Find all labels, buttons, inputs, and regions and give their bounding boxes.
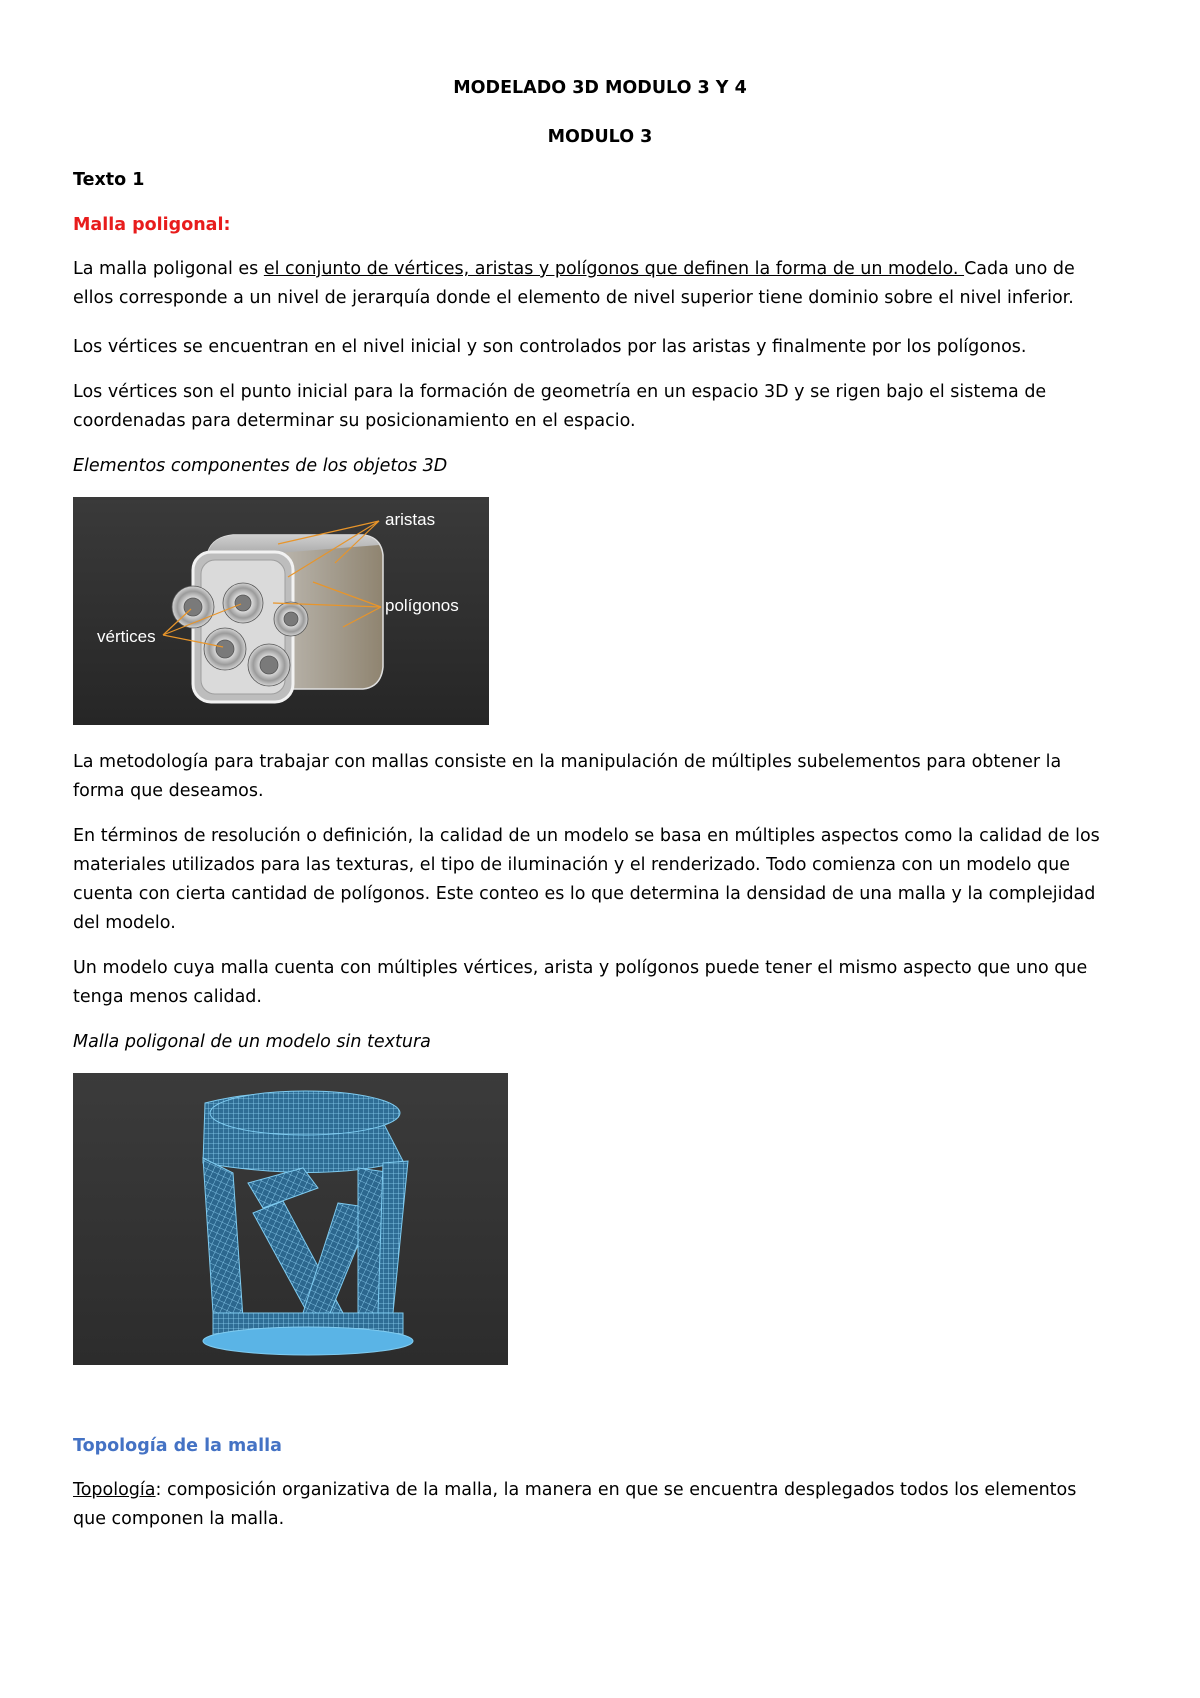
paragraph-3-line-2: coordenadas para determinar su posicionamiento en el espacio. bbox=[73, 411, 636, 431]
figure-wireframe-mesh-image bbox=[73, 1073, 508, 1365]
paragraph-6-line-1: Un modelo cuya malla cuenta con múltiples vértices, arista y polígonos puede tener el mismo aspecto que uno que bbox=[73, 958, 1088, 978]
paragraph-5-line-1: En términos de resolución o definición, la calidad de un modelo se basa en múltiples aspectos como la calidad de los bbox=[73, 826, 1100, 846]
figure-1-caption: Elementos componentes de los objetos 3D bbox=[73, 456, 448, 476]
paragraph-4-line-1: La metodología para trabajar con mallas consiste en la manipulación de múltiples subelementos para obtener la bbox=[73, 752, 1062, 772]
paragraph-1-line-2: ellos corresponde a un nivel de jerarquía donde el elemento de nivel superior tiene dominio sobre el nivel inferior. bbox=[73, 288, 1074, 308]
label-vertices: vértices bbox=[97, 627, 156, 646]
paragraph-4-line-2: forma que deseamos. bbox=[73, 781, 264, 801]
document-title: MODELADO 3D MODULO 3 Y 4 bbox=[453, 78, 747, 98]
label-poligonos: polígonos bbox=[385, 596, 459, 615]
topologia-definition-line-2: que componen la malla. bbox=[73, 1509, 285, 1529]
figure-3d-elements-image bbox=[73, 497, 489, 725]
paragraph-1-suffix: Cada uno de bbox=[964, 259, 1075, 279]
paragraph-1-definition: el conjunto de vértices, aristas y polígonos que definen la forma de un modelo. bbox=[263, 259, 965, 279]
label-aristas: aristas bbox=[385, 510, 436, 529]
topologia-definition-line-1 bbox=[73, 1478, 1076, 1502]
paragraph-5-line-2: materiales utilizados para las texturas, el tipo de iluminación y el renderizado. Todo comienza con un modelo que bbox=[73, 855, 1070, 875]
texto-label: Texto 1 bbox=[73, 170, 145, 190]
figure-2-caption: Malla poligonal de un modelo sin textura bbox=[73, 1032, 431, 1052]
paragraph-1-line-1 bbox=[73, 257, 1075, 281]
paragraph-3-line-1: Los vértices son el punto inicial para la formación de geometría en un espacio 3D y se rigen bajo el sistema de bbox=[73, 382, 1047, 402]
paragraph-5-line-3: cuenta con cierta cantidad de polígonos. Este conteo es lo que determina la densidad de una malla y la complejidad bbox=[73, 884, 1096, 904]
paragraph-1-prefix: La malla poligonal es bbox=[73, 259, 264, 279]
topologia-term: Topología bbox=[73, 1480, 156, 1500]
document-subtitle: MODULO 3 bbox=[547, 127, 653, 147]
heading-topologia: Topología de la malla bbox=[73, 1436, 282, 1456]
topologia-definition-text: : composición organizativa de la malla, la manera en que se encuentra desplegados todos los elementos bbox=[155, 1480, 1077, 1500]
paragraph-6-line-2: tenga menos calidad. bbox=[73, 987, 262, 1007]
paragraph-5-line-4: del modelo. bbox=[73, 913, 176, 933]
heading-malla-poligonal: Malla poligonal: bbox=[73, 215, 231, 235]
paragraph-2: Los vértices se encuentran en el nivel inicial y son controlados por las aristas y finalmente por los polígonos. bbox=[73, 337, 1027, 357]
